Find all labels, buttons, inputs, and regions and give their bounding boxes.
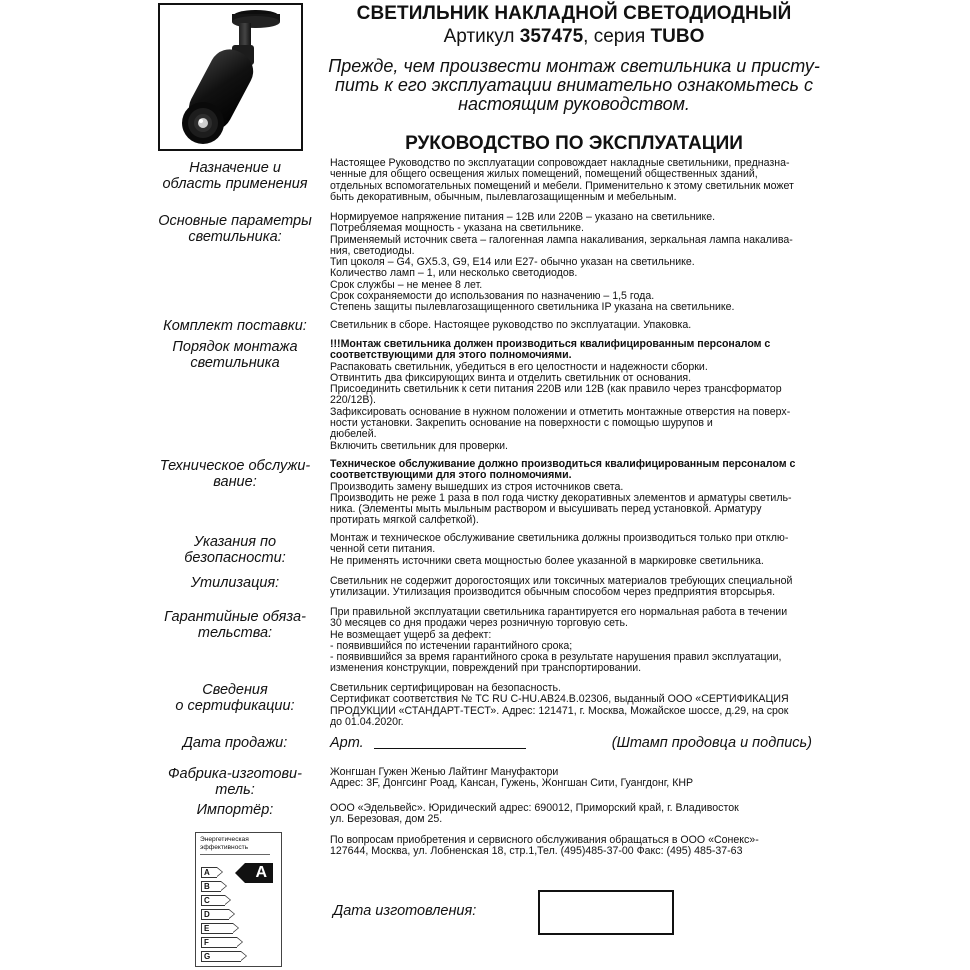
sale-article-underline [374,748,526,749]
label-certification: Сведения о сертификации: [175,682,295,714]
text-factory: Жонгшан Гужен Женью Лайтинг Мануфактори Адрес: 3F, Донгсинг Роад, Кансан, Гужень, Жонгшан Сити, Гуангдонг, КНР [330,766,694,790]
energy-rating-marker: A [245,863,273,883]
text-service: По вопросам приобретения и сервисного обслуживания обращаться в ООО «Сонекс»- 127644, Москва, ул. Лобненская 18, стр.1,Тел. (495)485-37-00 Факс: (495) 485-37-63 [330,834,759,858]
text-maintenance: Техническое обслуживание должно производиться квалифицированным персоналом с соответствующими для этого полномочиями. Производить замену вышедших из строя источников света. Производить не реже 1 раза в пол года чистку декоративных элементов и арматуры светиль- ника. (Элементы мыть мыльным раствором и высушивать перед установкой. Арматуру протирать мягкой салфеткой). [330,458,796,527]
manufacture-date-label: Дата изготовления: [333,903,477,919]
text-disposal: Светильник не содержит дорогостоящих или токсичных материалов требующих специальной утилизации. Утилизация производится обычным способом через предприятия вторсырья. [330,575,793,599]
label-maintenance: Техническое обслужи- вание: [159,458,311,490]
energy-class-a: A [201,867,217,878]
text-certification: Светильник сертифицирован на безопасность. Сертификат соответствия № ТС RU С-HU.АВ24.В.02306, выданный ООО «СЕРТИФИКАЦИЯ ПРОДУКЦИИ «СТАНДАРТ-ТЕСТ». Адрес: 121471, г. Москва, Можайское шоссе, д.29, на срок до 01.04.2020г. [330,682,789,728]
label-factory: Фабрика-изготови- тель: [168,766,302,798]
document-header [318,2,830,154]
sale-article-label: Арт. [330,735,364,751]
label-mounting: Порядок монтажа светильника [172,339,298,371]
text-importer: ООО «Эдельвейс». Юридический адрес: 690012, Приморский край, г. Владивосток ул. Березовая, дом 25. [330,802,739,826]
energy-class-b: B [201,881,221,892]
text-mounting: !!!Монтаж светильника должен производиться квалифицированным персоналом с соответствующими для этого полномочиями. Распаковать светильник, убедиться в его целостности и надежности сборки. Отвинтить два фиксирующих винта и отделить светильник от основания. Присоединить светильник к сети питания 220В или 12В (как правило через трансформатор 220/12В). Зафиксировать основание в нужном положении и отметить монтажные отверстия на поверх- ности установки. Закрепить основание на поверхности с помощью шурупов и дюбелей. Включить светильник для проверки. [330,338,791,452]
label-purpose: Назначение и область применения [162,160,308,192]
energy-class-d: D [201,909,229,920]
text-safety: Монтаж и техническое обслуживание светильника должны производиться только при отклю- ченной сети питания. Не применять источники света мощностью более указанной в маркировке светильника. [330,532,789,567]
article-line: Артикул 357475, серия TUBO [443,26,705,47]
label-package: Комплект поставки: [163,318,307,334]
manufacture-date-box [538,890,674,935]
text-purpose: Настоящее Руководство по эксплуатации сопровождает накладные светильники, предназна- ченные для общего освещения жилых помещений, помещений общественных зданий, отдельных вспомогательных помещений и мебели. Применительно к этому светильник может быть декоративным, обычным, пылевлагозащищенным и мебельным. [330,157,794,203]
text-package: Светильник в сборе. Настоящее руководство по эксплуатации. Упаковка. [330,319,692,331]
article-number: 357475 [519,26,584,47]
product-photo [158,3,303,151]
energy-heading: Энергетическая эффективность [200,836,249,851]
label-warranty: Гарантийные обяза- тельства: [164,609,306,641]
document-title: СВЕТИЛЬНИК НАКЛАДНОЙ СВЕТОДИОДНЫЙ [356,3,792,24]
sale-date-row [330,735,820,755]
series-name: TUBO [650,26,705,47]
label-params: Основные параметры светильника: [158,213,312,245]
text-params: Нормируемое напряжение питания – 12В или 220В – указано на светильнике. Потребляемая мощность - указана на светильнике. Применяемый источник света – галогенная лампа накаливания, зеркальная лампа накалива- ния, светодиоды. Тип цоколя – G4, GX5.3, G9, E14 или E27- обычно указан на светильнике. Количество ламп – 1, или несколько светодиодов. Срок службы – не менее 8 лет. Срок сохраняемости до использования по назначению – 1,5 года. Степень защиты пылевлагозащищенного светильника IP указана на светильнике. [330,211,793,314]
energy-class-f: F [201,937,237,948]
energy-class-g: G [201,951,241,962]
read-manual-warning: Прежде, чем произвести монтаж светильника и присту- пить к его эксплуатации внимательно ознакомьтесь с настоящим руководством. [328,56,820,114]
label-importer: Импортёр: [196,802,274,818]
energy-class-c: C [201,895,225,906]
energy-divider [200,854,270,855]
energy-efficiency-label [195,832,282,967]
label-disposal: Утилизация: [190,575,280,591]
track-light-image [160,5,301,149]
label-safety: Указания по безопасности: [184,534,286,566]
manual-title: РУКОВОДСТВО ПО ЭКСПЛУАТАЦИИ [405,133,743,154]
text-warranty: При правильной эксплуатации светильника гарантируется его нормальная работа в течении 30 месяцев со дня продажи через розничную торговую сеть. Не возмещает ущерб за дефект: - появившийся по истечении гарантийного срока; - появившийся за время гарантийного срока в результате нарушения правил эксплуатации, изменения конструкции, повреждений при транспортировании. [330,606,788,675]
seller-stamp-label: (Штамп продовца и подпись) [611,735,812,751]
energy-class-e: E [201,923,233,934]
label-sale-date: Дата продажи: [182,735,288,751]
